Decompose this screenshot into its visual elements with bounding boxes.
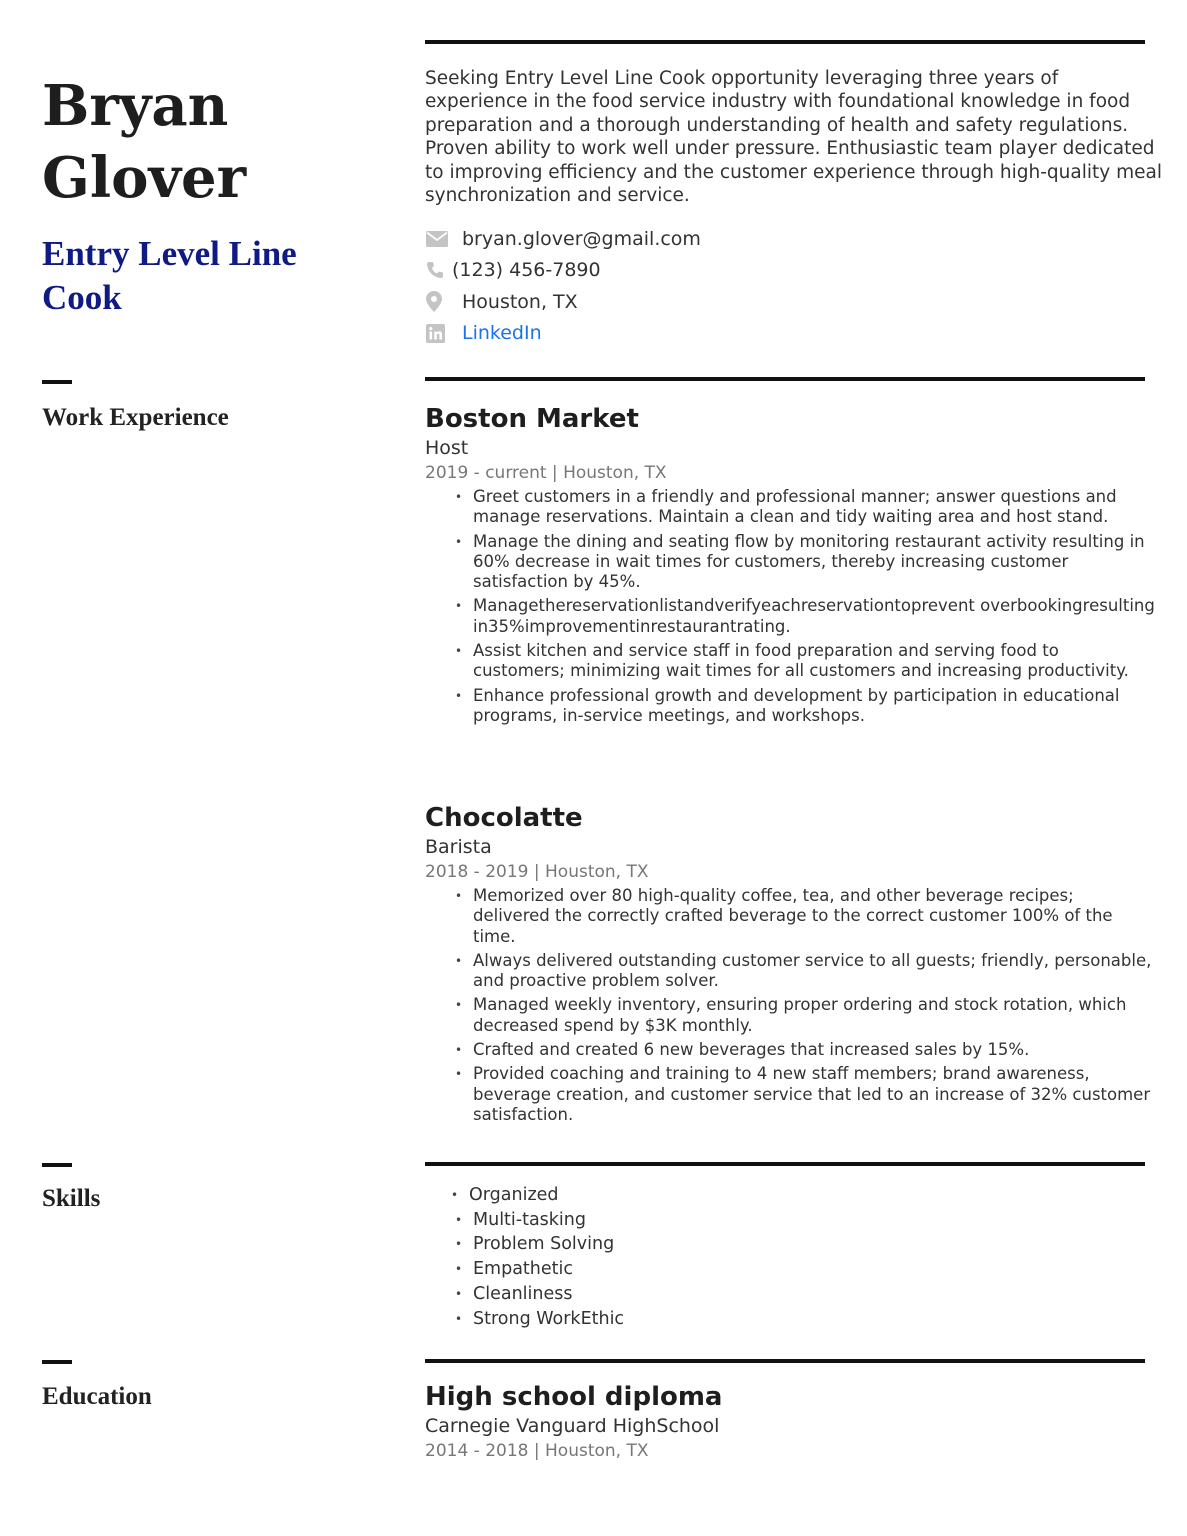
section-title-skills: Skills bbox=[42, 1185, 101, 1212]
candidate-name bbox=[42, 70, 382, 214]
job-position: Host bbox=[425, 437, 469, 459]
education-dates-location: 2014 - 2018 | Houston, TX bbox=[425, 1441, 649, 1461]
job-dates-location: 2018 - 2019 | Houston, TX bbox=[425, 862, 649, 882]
bullet-item: • Assist kitchen and service staff in food preparation and serving food to customers; minimizing wait times for all customers and increasing productivity. bbox=[473, 641, 1155, 682]
last-name: Glover bbox=[42, 145, 247, 211]
skill-item: • Cleanliness bbox=[473, 1282, 1125, 1307]
skills-rule bbox=[425, 1162, 1145, 1166]
school-name: Carnegie Vanguard HighSchool bbox=[425, 1415, 720, 1437]
bullet-item: • Crafted and created 6 new beverages that increased sales by 15%. bbox=[473, 1040, 1155, 1060]
job-title-line-2: Cook bbox=[42, 278, 122, 317]
section-title-work: Work Experience bbox=[42, 404, 229, 431]
contact-linkedin bbox=[426, 318, 926, 350]
section-divider-work bbox=[42, 380, 72, 384]
bullet-item: • Memorized over 80 high-quality coffee, tea, and other beverage recipes; delivered the correctly crafted beverage to the correct customer 100% of the time. bbox=[473, 886, 1155, 947]
degree-name: High school diploma bbox=[425, 1382, 723, 1412]
job-bullets bbox=[425, 487, 1155, 726]
job-entry-chocolatte bbox=[425, 802, 1155, 1129]
email-text[interactable]: bryan.glover@gmail.com bbox=[462, 227, 701, 250]
phone-icon bbox=[426, 261, 446, 279]
section-divider-skills bbox=[42, 1163, 72, 1167]
linkedin-icon bbox=[426, 324, 452, 343]
location-text: Houston, TX bbox=[462, 290, 578, 313]
section-divider-education bbox=[42, 1360, 72, 1364]
envelope-icon bbox=[426, 231, 452, 247]
skill-item: • Strong WorkEthic bbox=[473, 1307, 1125, 1332]
bullet-item: • Provided coaching and training to 4 new staff members; brand awareness, beverage creation, and customer service that led to an increase of 32% customer satisfaction. bbox=[473, 1064, 1155, 1125]
skill-item: • Multi-tasking bbox=[473, 1208, 1125, 1233]
skills-list bbox=[425, 1183, 1125, 1331]
work-rule bbox=[425, 377, 1145, 381]
bullet-item: • Enhance professional growth and development by participation in educational programs, in-service meetings, and workshops. bbox=[473, 686, 1155, 727]
linkedin-link[interactable]: LinkedIn bbox=[462, 322, 542, 345]
bullet-item: • Manage the dining and seating flow by monitoring restaurant activity resulting in 60% decrease in wait times for customers, thereby increasing customer satisfaction by 45%. bbox=[473, 532, 1155, 593]
first-name: Bryan bbox=[42, 73, 229, 139]
company-name: Boston Market bbox=[425, 404, 639, 434]
skill-item: • Problem Solving bbox=[473, 1232, 1125, 1257]
contact-list bbox=[426, 223, 926, 349]
job-entry-boston-market bbox=[425, 403, 1155, 730]
contact-location bbox=[426, 286, 926, 318]
bullet-item: • Always delivered outstanding customer service to all guests; friendly, personable, and proactive problem solver. bbox=[473, 951, 1155, 992]
job-position: Barista bbox=[425, 836, 492, 858]
skill-item: • Empathetic bbox=[473, 1257, 1125, 1282]
education-rule bbox=[425, 1359, 1145, 1363]
job-title bbox=[42, 232, 382, 320]
job-dates-location: 2019 - current | Houston, TX bbox=[425, 463, 667, 483]
job-title-line-1: Entry Level Line bbox=[42, 234, 297, 273]
contact-email bbox=[426, 223, 926, 255]
company-name: Chocolatte bbox=[425, 803, 583, 833]
phone-text[interactable]: (123) 456-7890 bbox=[452, 259, 601, 282]
job-bullets bbox=[425, 886, 1155, 1125]
bullet-item: • Managed weekly inventory, ensuring proper ordering and stock rotation, which decreased spend by $3K monthly. bbox=[473, 995, 1155, 1036]
bullet-item: • Greet customers in a friendly and professional manner; answer questions and manage reservations. Maintain a clean and tidy waiting area and host stand. bbox=[473, 487, 1155, 528]
location-pin-icon bbox=[426, 291, 452, 312]
education-entry bbox=[425, 1381, 1125, 1463]
section-title-education: Education bbox=[42, 1383, 152, 1410]
top-rule bbox=[425, 40, 1145, 44]
bullet-item: • Managethereservationlistandverifyeachreservationtoprevent overbookingresultingin35%improvementinrestaurantrating. bbox=[473, 596, 1155, 637]
skill-item: • Organized bbox=[469, 1183, 1125, 1208]
summary-text: Seeking Entry Level Line Cook opportunity leveraging three years of experience in the food service industry with foundational knowledge in food preparation and a thorough understanding of health and safety regulations. Proven ability to work well under pressure. Enthusiastic team player dedicated to improving efficiency and the customer experience through high-quality meal synchronization and service. bbox=[425, 68, 1162, 207]
contact-phone bbox=[426, 255, 926, 287]
